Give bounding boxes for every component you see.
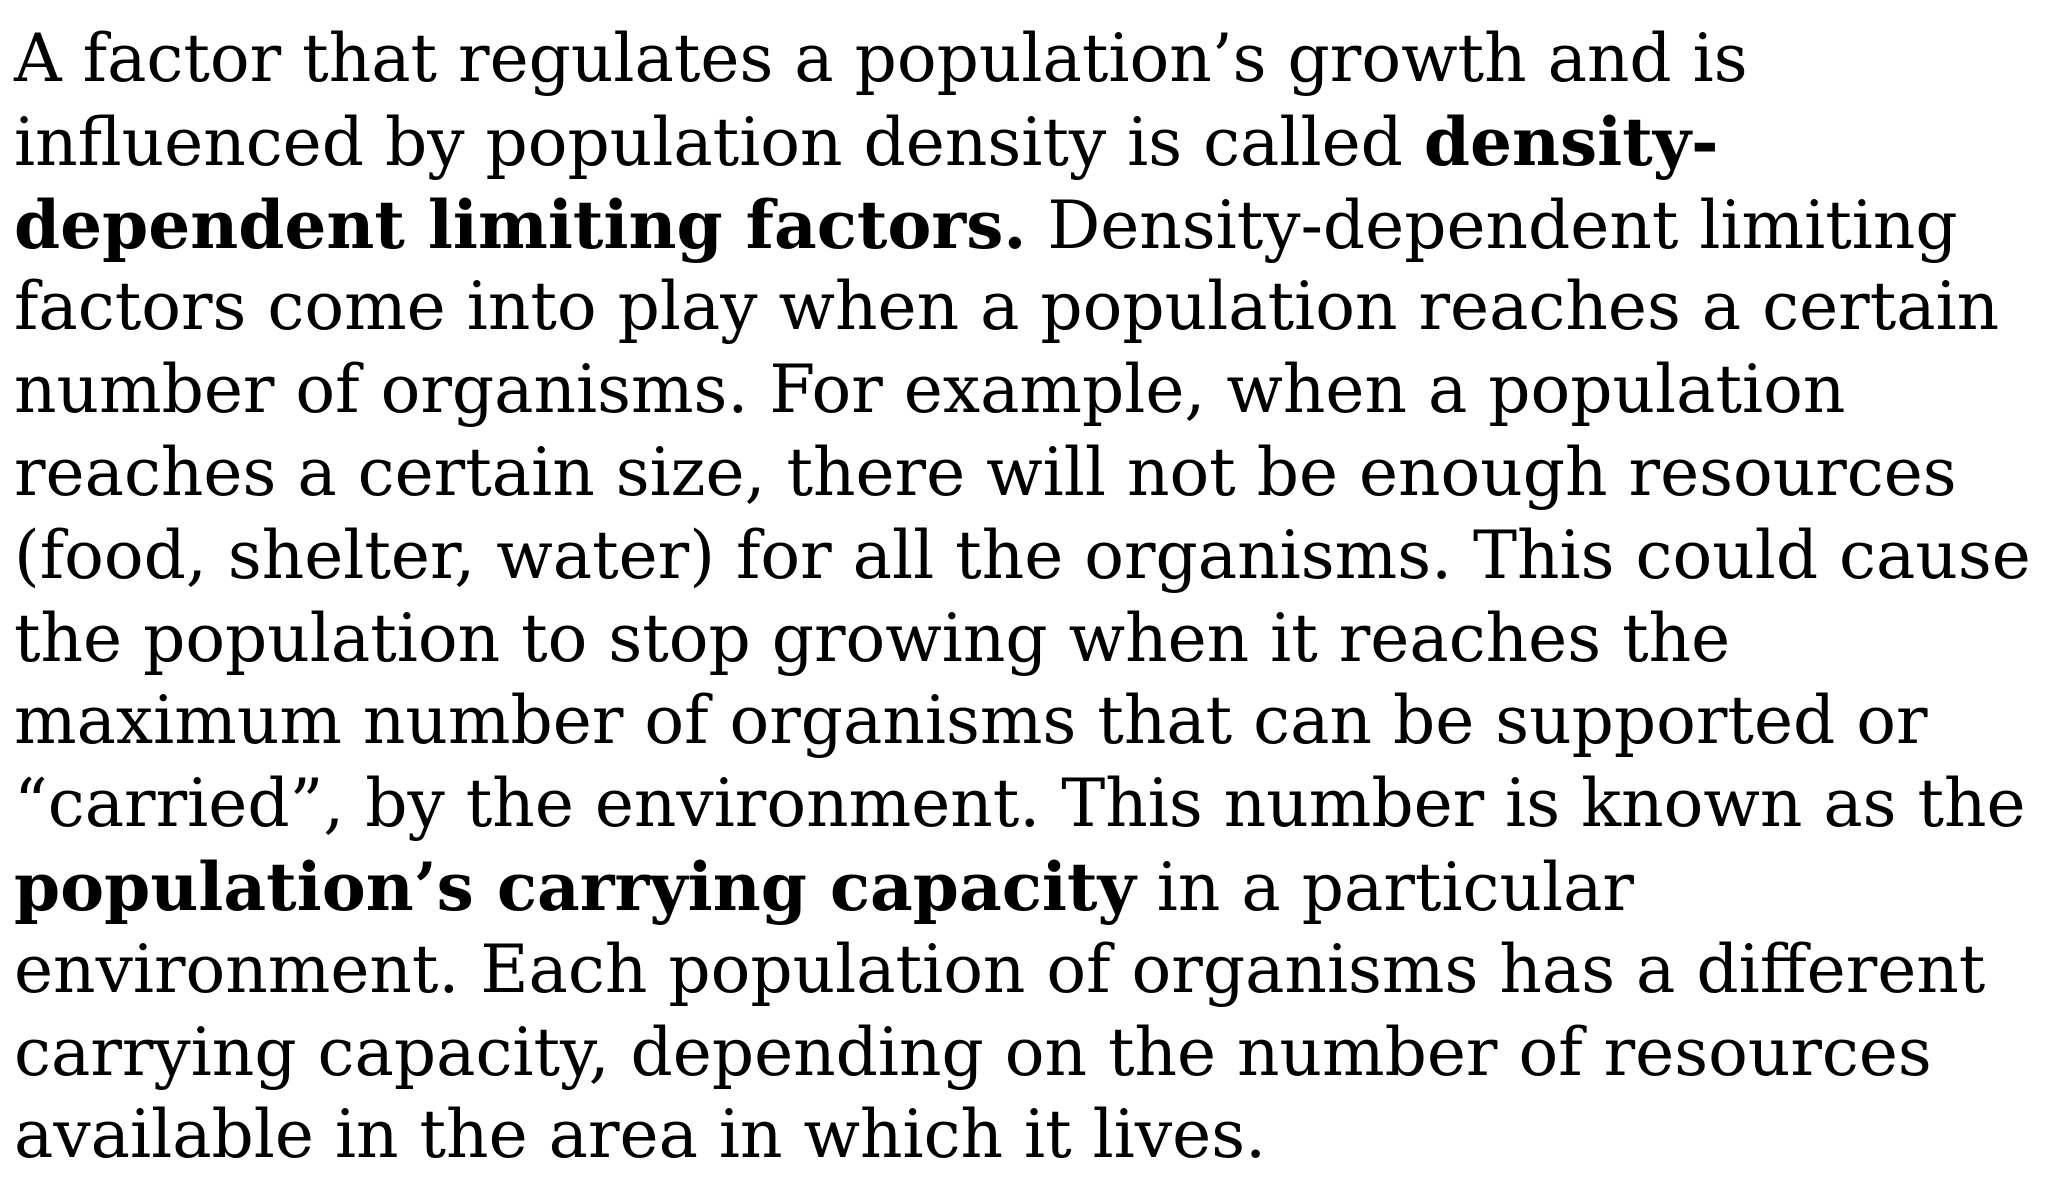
text-segment: environment. Each population of organisms has a different bbox=[14, 930, 1986, 1008]
text-line bbox=[14, 432, 2048, 515]
text-segment: the population to stop growing when it reaches the bbox=[14, 599, 1731, 677]
text-segment: Density-dependent limiting bbox=[1026, 186, 1958, 264]
text-segment: in a particular bbox=[1135, 848, 1634, 926]
text-line bbox=[14, 349, 2048, 432]
text-segment: factors come into play when a population reaches a certain bbox=[14, 268, 2000, 346]
text-line bbox=[14, 1094, 2048, 1177]
text-segment: carrying capacity, depending on the number of resources bbox=[14, 1013, 1932, 1091]
bold-term: population’s carrying capacity bbox=[14, 847, 1136, 926]
bold-term: dependent limiting factors. bbox=[14, 185, 1027, 264]
text-segment: number of organisms. For example, when a population bbox=[14, 351, 1846, 429]
text-line bbox=[14, 1012, 2048, 1095]
text-segment: A factor that regulates a population’s growth and is bbox=[14, 20, 1748, 97]
text-line bbox=[14, 101, 2048, 184]
text-segment: “carried”, by the environment. This number is known as the bbox=[14, 765, 2026, 843]
text-segment: available in the area in which it lives. bbox=[14, 1096, 1267, 1174]
text-line bbox=[14, 763, 2048, 846]
text-line bbox=[14, 266, 2048, 349]
text-line bbox=[14, 929, 2048, 1012]
body-paragraph bbox=[14, 18, 2048, 1177]
text-line bbox=[14, 184, 2048, 267]
text-segment: reaches a certain size, there will not be enough resources bbox=[14, 433, 1957, 511]
bold-term: density- bbox=[1423, 102, 1719, 181]
text-segment: (food, shelter, water) for all the organisms. This could cause bbox=[14, 516, 2031, 594]
text-line bbox=[14, 680, 2048, 763]
text-line bbox=[14, 18, 2048, 101]
text-line bbox=[14, 515, 2048, 598]
text-segment: influenced by population density is called bbox=[14, 103, 1424, 181]
text-line bbox=[14, 846, 2048, 929]
text-line bbox=[14, 598, 2048, 681]
text-segment: maximum number of organisms that can be supported or bbox=[14, 682, 1928, 760]
